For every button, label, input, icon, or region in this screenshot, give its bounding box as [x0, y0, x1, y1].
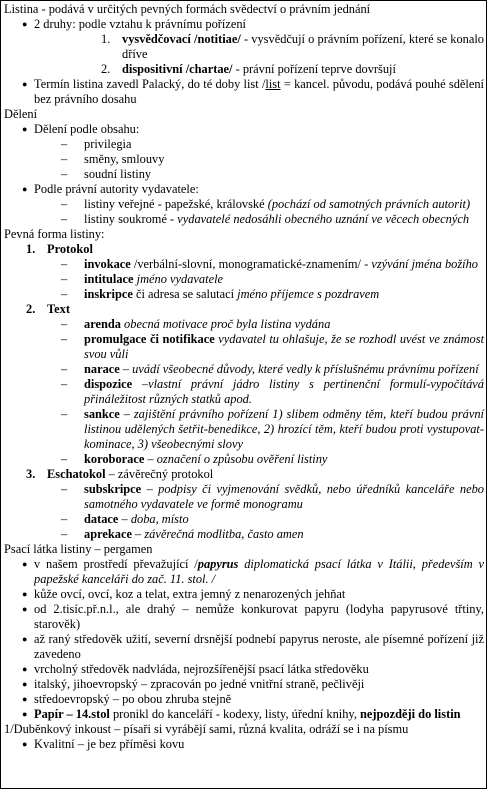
dash-item: – subskripce – podpisy či vyjmenování svědků, nebo úředníků kanceláře nebo samotného vydavatele ve formě monogramu: [4, 482, 484, 512]
bullet-item: ● Kvalitní – je bez příměsi kovu: [4, 737, 484, 752]
dash-item: – arenda obecná motivace proč byla listina vydána: [4, 317, 484, 332]
bullet-item: ● v našem prostředí převažující /papyrus diplomatická psací látka v Itálii, především v papežské kanceláři do zač. 11. stol. /: [4, 557, 484, 587]
dash-item: – soudní listiny: [4, 167, 484, 182]
section-protokol: 1. Protokol: [26, 242, 93, 256]
number-label: 2.: [101, 62, 111, 76]
dash-item: – intitulace jméno vydavatele: [4, 272, 484, 287]
bullet-term: ● Termín listina zavedl Palacký, do té doby list /list = kancel. původu, podává pouhé sdělení bez právního dosahu: [4, 77, 484, 107]
dash-item: – narace – uvádí všeobecné důvody, které vedly k příslušnému právnímu pořízení: [4, 362, 484, 377]
bullet-item: ● italský, jihoevropský – zpracován po jedné vnitřní straně, pečlivěji: [4, 677, 484, 692]
dash-item: – datace – doba, místo: [4, 512, 484, 527]
bullet-item: ● Papír – 14.stol pronikl do kanceláří - kodexy, listy, úřední knihy, nejpozději do listin: [4, 707, 484, 722]
bullet-item: ● středoevropský – po obou zhruba stejně: [4, 692, 484, 707]
heading-inkoust: 1/Duběnkový inkoust – písaři si vyrábějí sami, různá kvalita, odráží se i na písmu: [4, 722, 409, 736]
dash-item: – směny, smlouvy: [4, 152, 484, 167]
dash-item: – promulgace či notifikace vydavatel tu ohlašuje, že se rozhodl uvést ve známost svou vůli: [4, 332, 484, 362]
dash-item: – invokace /verbální-slovní, monogramatické-znamením/ - vzývání jména božího: [4, 257, 484, 272]
numbered-item-1: 1. vysvědčovací /notitiae/ - vysvědčují o právním pořízení, které se konalo dříve: [101, 32, 484, 61]
bullet-item: ● vrcholný středověk nadvláda, nejrozšířenější psací látka středověku: [4, 662, 484, 677]
dash-item: – listiny veřejné - papežské, královské (pochází od samotných právních autorit): [4, 197, 484, 212]
bullet-item: ● kůže ovcí, ovcí, koz a telat, extra jemný z nenarozených jehňat: [4, 587, 484, 602]
bullet-content: ● Dělení podle obsahu:: [4, 122, 484, 137]
number-label: 1.: [101, 32, 111, 46]
bullet-item: ● až raný středověk užití, severní drsnější podnebí papyrus neroste, ale písemné pořízení již zavedeno: [4, 632, 484, 662]
dash-item: – aprekace – závěrečná modlitba, často amen: [4, 527, 484, 542]
bullet-item: ● od 2.tisíc.př.n.l., ale drahý – nemůže konkurovat papyru (lodyha papyrusové třtiny, starověk): [4, 602, 484, 632]
heading-pevna-forma: Pevná forma listiny:: [4, 227, 105, 241]
dash-item: – sankce – zajištění právního pořízení 1) slibem odměny těm, kteří budou právní listinou udělených šetřit-benedikce, 2) hrozící těm, kteří budou proti vystupovat-kominace, 3) všeobecnými slovy: [4, 407, 484, 452]
section-eschatokol: 3. Eschatokol – závěrečný protokol: [26, 467, 214, 481]
dash-item: – koroborace – označení o způsobu ověření listiny: [4, 452, 484, 467]
heading-deleni: Dělení: [4, 107, 38, 121]
dash-item: – dispozice –vlastní právní jádro listiny s pertinenční formulí-vypočítává přináležitost různých statků apod.: [4, 377, 484, 407]
intro-line: Listina - podává v určitých pevných formách svědectví o právním jednání: [4, 2, 371, 16]
dash-item: – inskripce či adresa se salutací jméno příjemce s pozdravem: [4, 287, 484, 302]
bullet-types: ● 2 druhy: podle vztahu k právnímu pořízení: [4, 17, 484, 32]
section-text: 2. Text: [26, 302, 70, 316]
bullet-authority: ● Podle právní autority vydavatele:: [4, 182, 484, 197]
numbered-item-2: 2. dispositivní /chartae/ - právní pořízení teprve dovršují: [101, 62, 396, 76]
dash-item: – privilegia: [4, 137, 484, 152]
dash-item: – listiny soukromé - vydavatelé nedosáhli obecného uznání ve věcech obecných: [4, 212, 484, 227]
heading-psaci-latka: Psací látka listiny – pergamen: [4, 542, 153, 556]
